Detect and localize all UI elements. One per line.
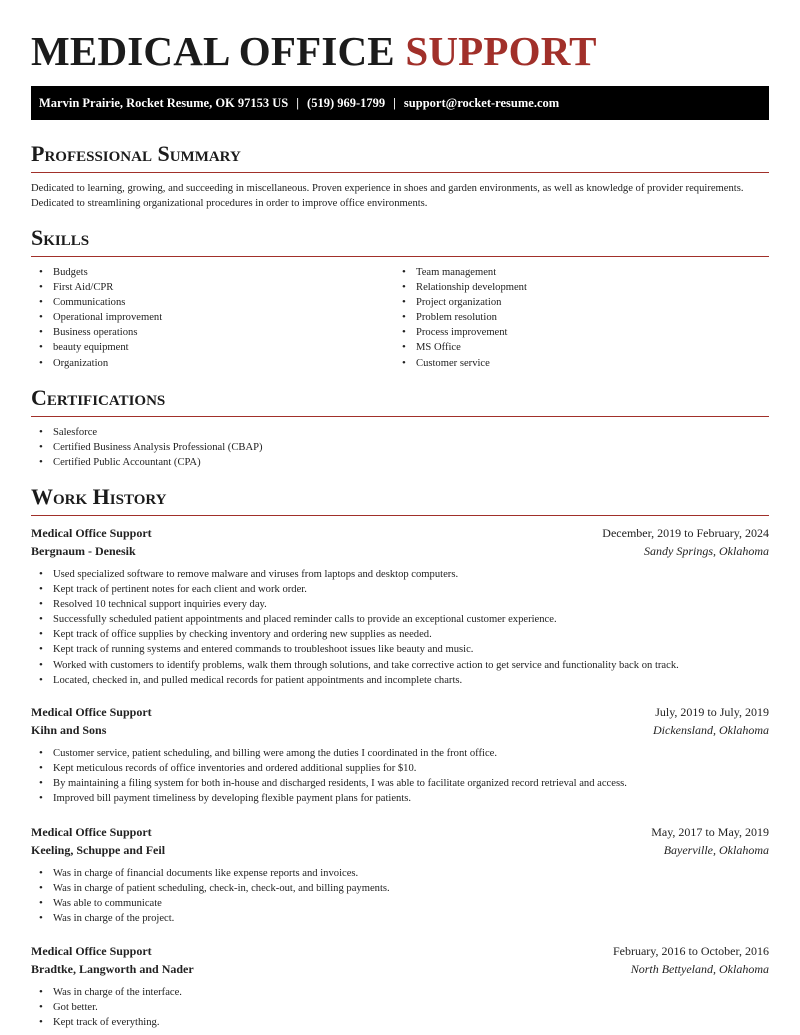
job-responsibility-item: • Located, checked in, and pulled medical records for patient appointments and incomplete charts.	[31, 673, 679, 688]
job-title: Medical Office Support	[31, 825, 152, 839]
job-responsibility-item: • Customer service, patient scheduling, and billing were among the duties I coordinated in the front office.	[31, 746, 627, 761]
job-responsibility-item: • Improved bill payment timeliness by developing flexible payment plans for patients.	[31, 791, 627, 806]
job-responsibility-item: • Successfully scheduled patient appointments and placed reminder calls to provide an exceptional customer experience.	[31, 612, 679, 627]
contact-separator: |	[393, 96, 396, 110]
job-responsibilities-list	[31, 985, 182, 1030]
skill-item: • beauty equipment	[31, 340, 162, 355]
skill-item: • Process improvement	[394, 325, 527, 340]
skill-item: • Organization	[31, 356, 162, 371]
certification-item: • Certified Business Analysis Professional (CBAP)	[31, 440, 263, 455]
skill-item: • Budgets	[31, 265, 162, 280]
skills-heading: Skills	[31, 225, 90, 250]
title-part2: SUPPORT	[405, 28, 597, 74]
section-divider	[31, 416, 769, 417]
job-responsibility-item: • Kept track of office supplies by checking inventory and ordering new supplies as needed.	[31, 627, 679, 642]
resume-title	[31, 28, 597, 74]
job-responsibilities-list	[31, 746, 627, 806]
job-company: Bergnaum - Denesik	[31, 544, 136, 558]
certification-item: • Salesforce	[31, 425, 263, 440]
skill-item: • Relationship development	[394, 280, 527, 295]
job-company: Bradtke, Langworth and Nader	[31, 962, 194, 976]
certifications-heading: Certifications	[31, 385, 166, 410]
summary-text: Dedicated to learning, growing, and succeeding in miscellaneous. Proven experience in shoes and garden environments, as well as knowledge of provider requirements. Dedicated to streamlining organizational procedures in order to improve office environments.	[31, 183, 744, 209]
job-responsibility-item: • Used specialized software to remove malware and viruses from laptops and desktop computers.	[31, 567, 679, 582]
job-responsibility-item: • Got better.	[31, 1000, 182, 1015]
job-location: North Bettyeland, Oklahoma	[630, 962, 769, 976]
skills-list-left	[31, 265, 162, 371]
work-history-heading: Work History	[31, 484, 167, 509]
contact-bar	[31, 86, 769, 120]
job-location: Bayerville, Oklahoma	[663, 843, 769, 857]
skills-list-right	[394, 265, 527, 371]
job-responsibility-item: • Kept track of everything.	[31, 1015, 182, 1030]
contact-phone[interactable]: (519) 969-1799	[307, 96, 386, 110]
job-responsibility-item: • Was in charge of financial documents like expense reports and invoices.	[31, 866, 390, 881]
job-company: Kihn and Sons	[31, 723, 107, 737]
job-title: Medical Office Support	[31, 526, 152, 540]
job-dates: December, 2019 to February, 2024	[602, 526, 769, 540]
skill-item: • Customer service	[394, 356, 527, 371]
section-divider	[31, 515, 769, 516]
contact-address: Marvin Prairie, Rocket Resume, OK 97153 US	[39, 96, 289, 110]
skill-item: • Operational improvement	[31, 310, 162, 325]
job-dates: July, 2019 to July, 2019	[655, 705, 769, 719]
job-responsibility-item: • Was in charge of the interface.	[31, 985, 182, 1000]
job-dates: February, 2016 to October, 2016	[612, 944, 769, 958]
job-location: Sandy Springs, Oklahoma	[644, 544, 769, 558]
job-dates: May, 2017 to May, 2019	[651, 825, 769, 839]
section-divider	[31, 172, 769, 173]
job-responsibility-item: • Kept track of pertinent notes for each client and work order.	[31, 582, 679, 597]
contact-separator: |	[296, 96, 300, 110]
skill-item: • MS Office	[394, 340, 527, 355]
job-responsibility-item: • By maintaining a filing system for both in-house and discharged residents, I was able to facilitate organized record retrieval and access.	[31, 776, 627, 791]
certification-item: • Certified Public Accountant (CPA)	[31, 455, 263, 470]
job-responsibility-item: • Kept track of running systems and entered commands to troubleshoot issues like beauty and music.	[31, 642, 679, 657]
skill-item: • Communications	[31, 295, 162, 310]
skill-item: • Business operations	[31, 325, 162, 340]
contact-email[interactable]: support@rocket-resume.com	[403, 96, 560, 110]
certifications-list	[31, 425, 263, 470]
job-title: Medical Office Support	[31, 705, 152, 719]
job-title: Medical Office Support	[31, 944, 152, 958]
job-responsibility-item: • Was in charge of the project.	[31, 911, 390, 926]
summary-heading: Professional Summary	[31, 141, 241, 166]
skill-item: • Team management	[394, 265, 527, 280]
skill-item: • First Aid/CPR	[31, 280, 162, 295]
skill-item: • Problem resolution	[394, 310, 527, 325]
job-responsibility-item: • Was able to communicate	[31, 896, 390, 911]
job-responsibility-item: • Worked with customers to identify problems, walk them through solutions, and take corrective action to get service and functionality back on track.	[31, 658, 679, 673]
job-responsibility-item: • Kept meticulous records of office inventories and ordered additional supplies for $10.	[31, 761, 627, 776]
job-responsibilities-list	[31, 866, 390, 926]
job-company: Keeling, Schuppe and Feil	[31, 843, 166, 857]
section-divider	[31, 256, 769, 257]
job-responsibility-item: • Resolved 10 technical support inquiries every day.	[31, 597, 679, 612]
job-responsibility-item: • Was in charge of patient scheduling, check-in, check-out, and billing payments.	[31, 881, 390, 896]
job-location: Dickensland, Oklahoma	[653, 723, 769, 737]
title-part1: MEDICAL OFFICE	[31, 28, 395, 74]
job-responsibilities-list	[31, 567, 679, 688]
skill-item: • Project organization	[394, 295, 527, 310]
